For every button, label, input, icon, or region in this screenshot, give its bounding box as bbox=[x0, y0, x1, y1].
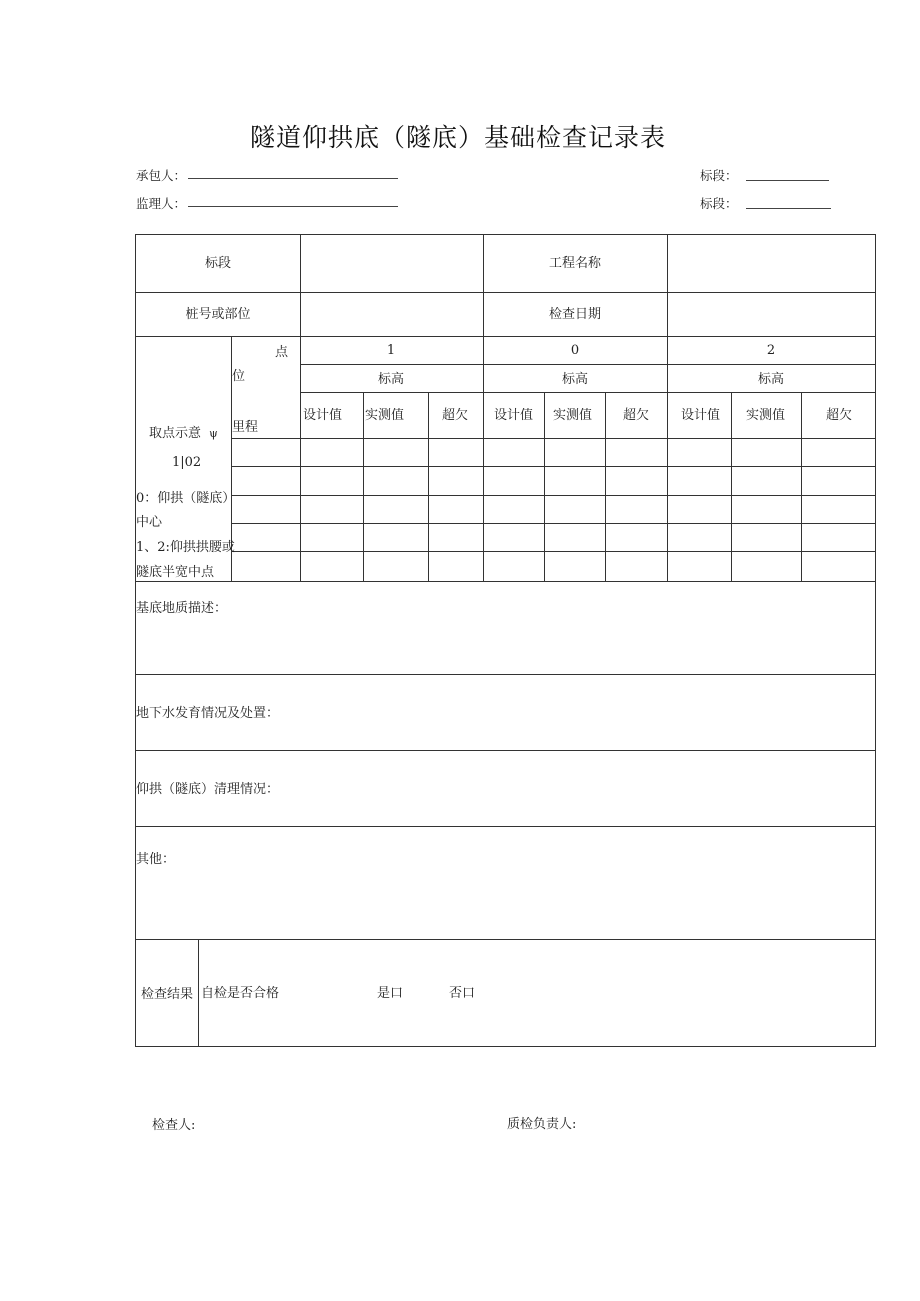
section-header: 标段 bbox=[204, 256, 232, 271]
project-name-header: 工程名称 bbox=[548, 256, 602, 271]
groundwater-label: 地下水发育情况及处置： bbox=[136, 706, 280, 721]
other-label: 其他： bbox=[136, 852, 176, 867]
deviation-header-2: 超欠 bbox=[826, 408, 853, 423]
self-check-label: 自检是否合格 bbox=[201, 986, 280, 1001]
project-name-value-cell[interactable] bbox=[668, 235, 875, 292]
sketch-point-order: 1|02 bbox=[172, 455, 202, 470]
result-label: 检查结果 bbox=[141, 987, 194, 1002]
qc-person-label: 质检负责人: bbox=[507, 1117, 577, 1132]
station-value-cell[interactable] bbox=[301, 293, 483, 336]
check-date-header: 检查日期 bbox=[548, 307, 602, 322]
inspector-label: 检查人: bbox=[152, 1118, 196, 1133]
sketch-mark: ψ bbox=[209, 427, 218, 440]
sketch-note-half-b: 隧底半宽中点 bbox=[136, 565, 215, 580]
station-header: 桩号或部位 bbox=[185, 307, 251, 322]
no-checkbox[interactable]: 否口 bbox=[449, 986, 476, 1001]
check-date-value-cell[interactable] bbox=[668, 293, 875, 336]
supervisor-field[interactable] bbox=[188, 206, 398, 207]
point-number-0: 0 bbox=[570, 343, 580, 358]
geology-description-label: 基底地质描述： bbox=[136, 601, 228, 616]
point-number-1: 1 bbox=[386, 343, 396, 358]
elevation-header-1: 标高 bbox=[377, 372, 405, 387]
design-value-header-2: 设计值 bbox=[681, 408, 721, 423]
section-field-2[interactable] bbox=[746, 208, 831, 209]
design-value-header-0: 设计值 bbox=[494, 408, 534, 423]
cleaning-label: 仰拱（隧底）清理情况： bbox=[136, 782, 280, 797]
design-value-header-1: 设计值 bbox=[303, 408, 343, 423]
section-field-1[interactable] bbox=[746, 180, 829, 181]
contractor-label: 承包人： bbox=[136, 168, 187, 183]
measured-value-header-0: 实测值 bbox=[553, 408, 593, 423]
point-label-char2: 位 bbox=[232, 369, 246, 384]
mileage-label: 里程 bbox=[232, 420, 259, 435]
section-label-1: 标段： bbox=[700, 168, 738, 183]
point-number-2: 2 bbox=[766, 343, 776, 358]
deviation-header-1: 超欠 bbox=[442, 408, 469, 423]
elevation-header-0: 标高 bbox=[561, 372, 589, 387]
yes-checkbox[interactable]: 是口 bbox=[377, 986, 404, 1001]
section-value-cell[interactable] bbox=[301, 235, 483, 292]
contractor-field[interactable] bbox=[188, 178, 398, 179]
page-title: 隧道仰拱底（隧底）基础检查记录表 bbox=[249, 123, 666, 152]
measured-value-header-1: 实测值 bbox=[365, 408, 405, 423]
sketch-label-text: 取点示意 bbox=[149, 426, 202, 441]
sketch-label bbox=[149, 426, 218, 442]
point-label-char1: 点 bbox=[275, 345, 289, 360]
sketch-note-half-a: 1、2:仰拱拱腰或 bbox=[136, 540, 235, 555]
deviation-header-0: 超欠 bbox=[623, 408, 650, 423]
section-label-2: 标段： bbox=[700, 196, 738, 211]
sketch-note-center-a: 0：仰拱（隧底） bbox=[136, 491, 236, 506]
supervisor-label: 监理人： bbox=[136, 196, 187, 211]
measured-value-header-2: 实测值 bbox=[746, 408, 786, 423]
elevation-header-2: 标高 bbox=[757, 372, 785, 387]
sketch-note-center-b: 中心 bbox=[136, 515, 163, 530]
